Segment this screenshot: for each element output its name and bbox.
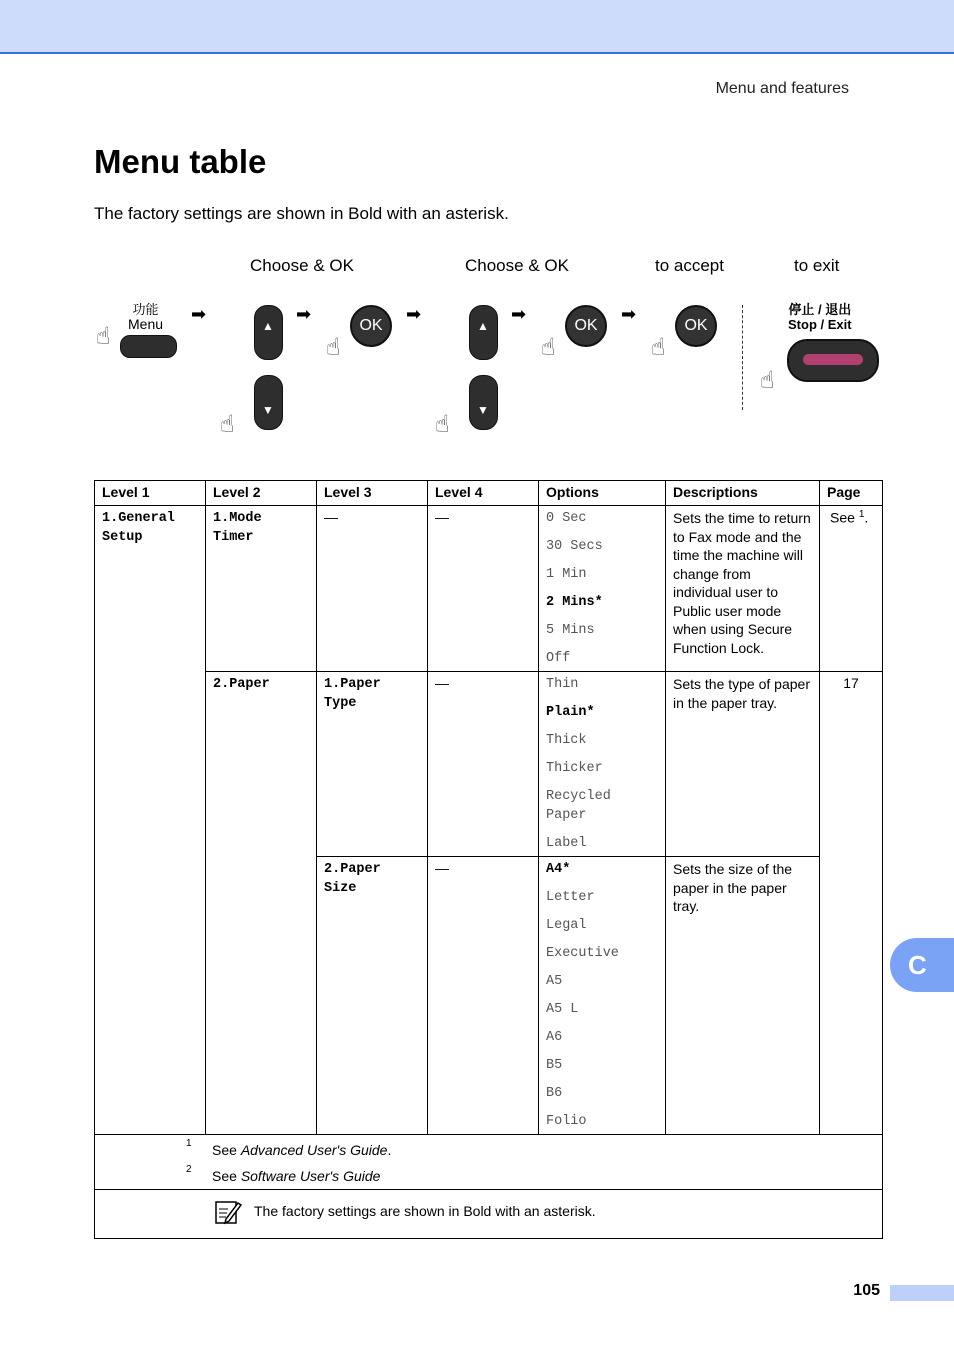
footnote-guide-title: Software User's Guide (240, 1168, 381, 1184)
option-item: Legal (546, 918, 587, 933)
up-arrow-icon: ▲ (262, 319, 274, 333)
down-arrow-icon: ▼ (477, 403, 489, 417)
table-row (95, 506, 883, 672)
level4-cell: — (428, 857, 539, 1135)
level3-cell: 2.Paper Size (317, 857, 428, 1135)
menu-key-en: Menu (128, 316, 164, 332)
table-row (95, 672, 883, 857)
ok-key: OK (350, 305, 392, 347)
option-item-default: A4* (546, 862, 571, 877)
level3-cell: — (317, 506, 428, 672)
hand-icon: ☝ (541, 334, 556, 361)
stop-exit-key (787, 339, 879, 382)
option-item: A6 (546, 1030, 563, 1045)
arrow-right-icon: ➡ (511, 304, 527, 324)
option-item: Folio (546, 1114, 587, 1129)
stop-key-light (803, 354, 863, 365)
menu-key-cn: 功能 (132, 302, 159, 317)
option-item: A5 (546, 974, 563, 989)
footnote-2 (186, 1164, 381, 1184)
footnotes-cell (95, 1135, 883, 1190)
col-header-page: Page (820, 481, 883, 506)
page-ref-text: See (830, 509, 855, 526)
arrow-right-icon: ➡ (406, 304, 422, 324)
col-header-level1: Level 1 (95, 481, 206, 506)
page-cell: 17 (820, 672, 883, 1135)
option-item: Thicker (546, 761, 603, 776)
page-ref-suffix: . (864, 509, 869, 526)
footnote-number: 2 (186, 1164, 192, 1175)
option-item: 5 Mins (546, 623, 595, 638)
hand-icon: ☝ (651, 334, 666, 361)
down-key (254, 375, 283, 430)
level2-cell: 1.Mode Timer (206, 506, 317, 672)
level2-cell: 2.Paper (206, 672, 317, 1135)
hand-icon: ☝ (220, 411, 235, 438)
down-key (469, 375, 498, 430)
hand-icon: ☝ (435, 411, 450, 438)
page-number-bar (890, 1285, 954, 1301)
note-text: The factory settings are shown in Bold with an asterisk. (254, 1203, 596, 1219)
appendix-tab: C (890, 938, 954, 992)
arrow-right-icon: ➡ (296, 304, 312, 324)
header-band (0, 0, 954, 54)
footnotes-row (95, 1135, 883, 1190)
note-row (95, 1190, 883, 1239)
note-cell (95, 1190, 883, 1239)
level1-cell: 1.General Setup (95, 506, 206, 1135)
down-arrow-icon: ▼ (262, 403, 274, 417)
intro-text: The factory settings are shown in Bold with an asterisk. (94, 204, 509, 223)
footnote-number: 1 (186, 1138, 192, 1149)
flow-label-accept: to accept (655, 256, 724, 275)
option-item: 1 Min (546, 567, 587, 582)
col-header-level2: Level 2 (206, 481, 317, 506)
hand-icon: ☝ (96, 323, 111, 350)
menu-key-caption (128, 302, 163, 332)
menu-key (120, 335, 177, 358)
hand-icon: ☝ (326, 334, 341, 361)
option-item: Off (546, 651, 571, 666)
page-cell (820, 506, 883, 672)
menu-table (94, 480, 883, 1239)
note-pencil-icon (214, 1197, 242, 1225)
arrow-right-icon: ➡ (621, 304, 637, 324)
level4-cell: — (428, 506, 539, 672)
stop-key-en: Stop / Exit (788, 317, 852, 332)
divider-dashed (742, 305, 743, 410)
up-key (469, 305, 498, 360)
footnote-prefix: See (212, 1168, 241, 1184)
footnote-guide-title: Advanced User's Guide (240, 1142, 388, 1158)
page-title: Menu table (94, 143, 267, 180)
footnote-ref: 1 (858, 509, 865, 520)
flow-label-exit: to exit (794, 256, 840, 275)
option-item: Executive (546, 946, 619, 961)
up-key (254, 305, 283, 360)
col-header-level3: Level 3 (317, 481, 428, 506)
option-item: B6 (546, 1086, 563, 1101)
ok-key: OK (675, 305, 717, 347)
footnote-prefix: See (212, 1142, 241, 1158)
description-cell: Sets the size of the paper in the paper tray. (666, 857, 820, 1135)
col-header-descriptions: Descriptions (666, 481, 820, 506)
option-item: 0 Sec (546, 511, 587, 526)
hand-icon: ☝ (760, 367, 775, 394)
table-header-row (95, 481, 883, 506)
option-item: Recycled Paper (546, 789, 611, 823)
footnote-1 (186, 1138, 392, 1158)
ok-key: OK (565, 305, 607, 347)
footnote-suffix: . (387, 1142, 392, 1158)
option-item: Letter (546, 890, 595, 905)
up-arrow-icon: ▲ (477, 319, 489, 333)
option-item: A5 L (546, 1002, 579, 1017)
option-item: Label (546, 836, 587, 851)
stop-key-cn: 停止 / 退出 (788, 302, 852, 317)
options-cell (539, 506, 666, 672)
running-header: Menu and features (715, 80, 849, 97)
options-cell (539, 672, 666, 857)
flow-label-choose-ok-1: Choose & OK (250, 256, 354, 275)
level4-cell: — (428, 672, 539, 857)
option-item: 30 Secs (546, 539, 603, 554)
option-item-default: Plain* (546, 705, 595, 720)
level3-cell: 1.Paper Type (317, 672, 428, 857)
option-item-default: 2 Mins* (546, 595, 603, 610)
option-item: B5 (546, 1058, 563, 1073)
option-item: Thin (546, 677, 579, 692)
description-cell: Sets the time to return to Fax mode and the time the machine will change from individual user to Public user mode when using Secure Function Lock. (666, 506, 820, 672)
description-cell: Sets the type of paper in the paper tray. (666, 672, 820, 857)
arrow-right-icon: ➡ (191, 304, 207, 324)
option-item: Thick (546, 733, 587, 748)
flow-label-choose-ok-2: Choose & OK (465, 256, 569, 275)
col-header-level4: Level 4 (428, 481, 539, 506)
col-header-options: Options (539, 481, 666, 506)
page-number: 105 (853, 1282, 880, 1299)
stop-key-caption (788, 302, 852, 332)
options-cell (539, 857, 666, 1135)
